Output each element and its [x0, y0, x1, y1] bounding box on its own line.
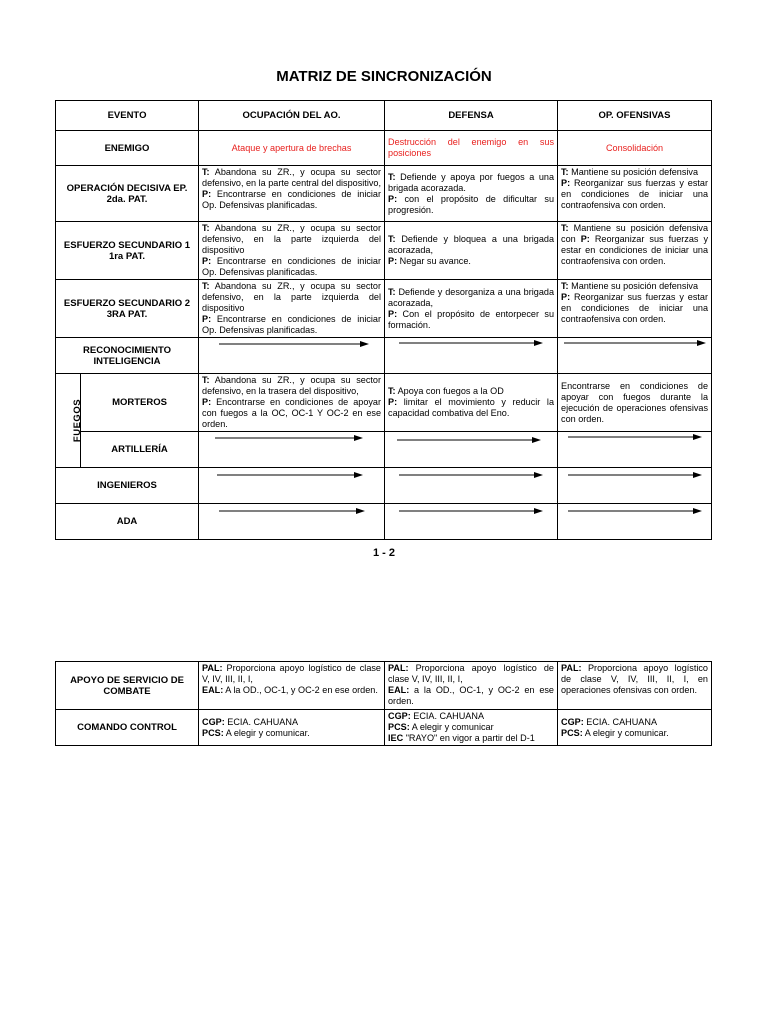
reconocimiento-ocupacion-arrow [199, 338, 385, 374]
label-esf-sec-1: ESFUERZO SECUNDARIO 1 1ra PAT. [56, 222, 199, 280]
morteros-defensa: T: Apoya con fuegos a la OD P: limitar el movimiento y reducir la capacidad combativa del Eno. [385, 374, 558, 432]
header-defensa: DEFENSA [385, 101, 558, 131]
right-arrow-icon [385, 468, 558, 482]
label-fuegos: FUEGOS [72, 398, 84, 443]
row-ingenieros [56, 468, 712, 504]
enemigo-defensa: Destrucción del enemigo en sus posiciones [385, 131, 558, 166]
label-artilleria: ARTILLERÍA [81, 432, 199, 468]
row-enemigo [56, 131, 712, 166]
row-esf-sec-1 [56, 222, 712, 280]
fuegos-group-cell [56, 374, 84, 468]
header-ocupacion: OCUPACIÓN DEL AO. [199, 101, 385, 131]
right-arrow-icon [385, 432, 558, 446]
right-arrow-icon [199, 504, 385, 518]
label-morteros: MORTEROS [81, 374, 199, 432]
label-comando: COMANDO CONTROL [56, 710, 199, 746]
esf-sec-2-ofensivas: T: Mantiene su posición defensiva P: Reorganizar sus fuerzas y estar en condiciones de iniciar una contraofensiva con orden. [558, 280, 712, 338]
label-op-decisiva: OPERACIÓN DECISIVA EP. 2da. PAT. [56, 166, 199, 222]
ada-ofensivas-arrow [558, 504, 712, 540]
reconocimiento-ofensivas-arrow [558, 338, 712, 374]
op-decisiva-ocupacion: T: Abandona su ZR., y ocupa su sector defensivo, en la parte central del dispositivo, P: Encontrarse en condiciones de iniciar Op. Defensivas planificadas. [199, 166, 385, 222]
right-arrow-icon [558, 432, 712, 446]
row-comando [56, 710, 712, 746]
ingenieros-ofensivas-arrow [558, 468, 712, 504]
right-arrow-icon [558, 468, 712, 482]
enemigo-ofensivas: Consolidación [558, 131, 712, 166]
sync-matrix-table [55, 100, 712, 540]
esf-sec-1-ocupacion: T: Abandona su ZR., y ocupa su sector defensivo, en la parte izquierda del dispositivo P: Encontrarse en condiciones de iniciar Op. Defensivas planificadas. [199, 222, 385, 280]
header-evento: EVENTO [56, 101, 199, 131]
label-ada: ADA [56, 504, 199, 540]
apoyo-ofensivas: PAL: Proporciona apoyo logístico de clase V, IV, III, II, I, en operaciones ofensivas con orden. [558, 662, 712, 710]
comando-ofensivas: CGP: ECIA. CAHUANA PCS: A elegir y comunicar. [558, 710, 712, 746]
right-arrow-icon [558, 504, 712, 518]
right-arrow-icon [385, 504, 558, 518]
row-ada [56, 504, 712, 540]
apoyo-defensa: PAL: Proporciona apoyo logístico de clase V, IV, III, II, I, EAL: a la OD., OC-1, y OC-2 en ese orden. [385, 662, 558, 710]
morteros-ofensivas: Encontrarse en condiciones de apoyar con fuegos durante la ejecución de operaciones ofensivas con orden. [558, 374, 712, 432]
row-esf-sec-2 [56, 280, 712, 338]
support-table [55, 661, 712, 746]
op-decisiva-defensa: T: Defiende y apoya por fuegos a una brigada acorazada. P: con el propósito de dificultar su progresión. [385, 166, 558, 222]
label-ingenieros: INGENIEROS [56, 468, 199, 504]
header-row [56, 101, 712, 131]
artilleria-defensa-arrow [385, 432, 558, 468]
row-morteros [56, 374, 712, 432]
label-apoyo: APOYO DE SERVICIO DE COMBATE [56, 662, 199, 710]
artilleria-ocupacion-arrow [199, 432, 385, 468]
op-decisiva-ofensivas: T: Mantiene su posición defensiva P: Reorganizar sus fuerzas y estar en condiciones de iniciar una contraofensiva con orden. [558, 166, 712, 222]
row-reconocimiento [56, 338, 712, 374]
esf-sec-2-defensa: T: Defiende y desorganiza a una brigada acorazada, P: Con el propósito de entorpecer su formación. [385, 280, 558, 338]
row-artilleria [56, 432, 712, 468]
ada-ocupacion-arrow [199, 504, 385, 540]
enemigo-ocupacion: Ataque y apertura de brechas [199, 131, 385, 166]
row-apoyo [56, 662, 712, 710]
right-arrow-icon [199, 432, 385, 446]
esf-sec-1-ofensivas: T: Mantiene su posición defensiva con P: Reorganizar sus fuerzas y estar en condiciones de iniciar una contraofensiva con orden. [558, 222, 712, 280]
label-esf-sec-2: ESFUERZO SECUNDARIO 2 3RA PAT. [56, 280, 199, 338]
apoyo-ocupacion: PAL: Proporciona apoyo logístico de clase V, IV, III, II, I, EAL: A la OD., OC-1, y OC-2 en ese orden. [199, 662, 385, 710]
ingenieros-defensa-arrow [385, 468, 558, 504]
artilleria-ofensivas-arrow [558, 432, 712, 468]
ingenieros-ocupacion-arrow [199, 468, 385, 504]
label-reconocimiento: RECONOCIMIENTO INTELIGENCIA [56, 338, 199, 374]
esf-sec-1-defensa: T: Defiende y bloquea a una brigada acorazada, P: Negar su avance. [385, 222, 558, 280]
ada-defensa-arrow [385, 504, 558, 540]
reconocimiento-defensa-arrow [385, 338, 558, 374]
right-arrow-icon [385, 338, 558, 352]
morteros-ocupacion: T: Abandona su ZR., y ocupa su sector defensivo, en la trasera del dispositivo, P: Encontrarse en condiciones de apoyar con fuegos a la OC, OC-1 Y OC-2 en ese orden. [199, 374, 385, 432]
right-arrow-icon [199, 338, 385, 352]
esf-sec-2-ocupacion: T: Abandona su ZR., y ocupa su sector defensivo, en la parte izquierda del dispositivo P: Encontrarse en condiciones de iniciar Op. Defensivas planificadas. [199, 280, 385, 338]
document-title: MATRIZ DE SINCRONIZACIÓN [276, 68, 492, 85]
right-arrow-icon [558, 338, 712, 352]
comando-defensa: CGP: ECIA. CAHUANA PCS: A elegir y comunicar IEC "RAYO" en vigor a partir del D-1 [385, 710, 558, 746]
row-op-decisiva [56, 166, 712, 222]
page-number: 1 - 2 [372, 547, 395, 559]
label-enemigo: ENEMIGO [56, 131, 199, 166]
header-ofensivas: OP. OFENSIVAS [558, 101, 712, 131]
right-arrow-icon [199, 468, 385, 482]
comando-ocupacion: CGP: ECIA. CAHUANA PCS: A elegir y comunicar. [199, 710, 385, 746]
